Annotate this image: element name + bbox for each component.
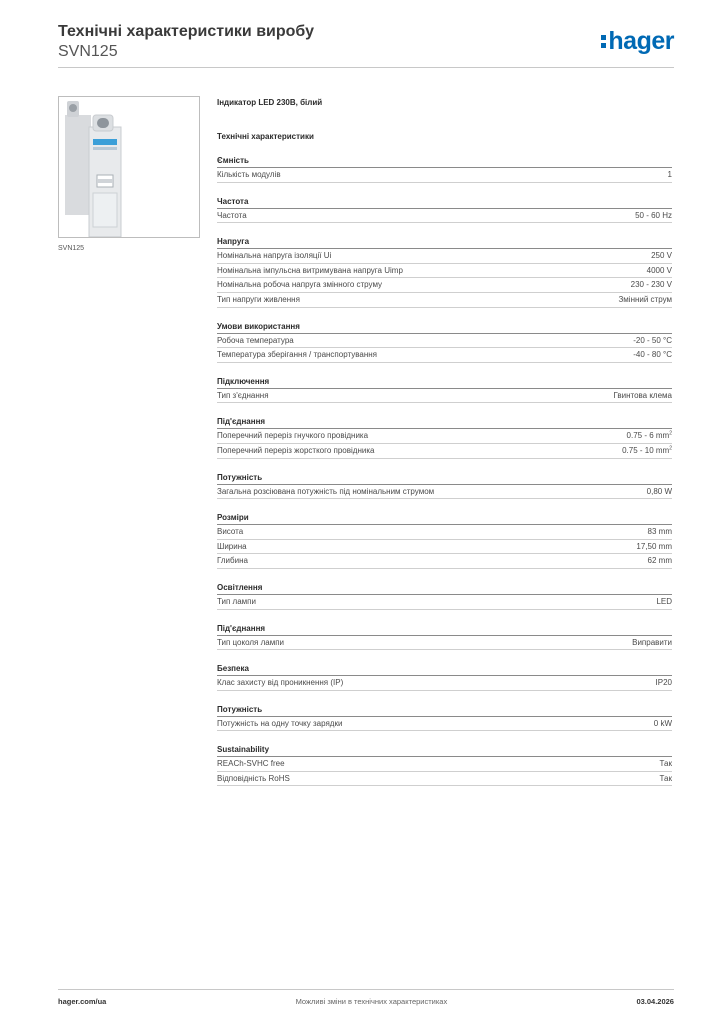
spec-label: Тип з'єднання — [217, 390, 269, 400]
spec-value — [648, 554, 672, 568]
spec-group — [217, 582, 672, 610]
spec-group — [217, 472, 672, 500]
spec-row — [217, 293, 672, 308]
spec-row — [217, 209, 672, 224]
product-image — [58, 96, 200, 238]
spec-label: Номінальна імпульсна витримувана напруга Uimp — [217, 265, 403, 275]
spec-group — [217, 663, 672, 691]
spec-row — [217, 757, 672, 772]
spec-group-title: Напруга — [217, 236, 672, 249]
spec-group-title: Потужність — [217, 704, 672, 717]
spec-group — [217, 704, 672, 732]
spec-label: Клас захисту від проникнення (IP) — [217, 678, 344, 688]
spec-group-title: Розміри — [217, 512, 672, 525]
spec-label: Загальна розсіювана потужність під номінальним струмом — [217, 486, 435, 496]
spec-group — [217, 416, 672, 458]
spec-label: Ширина — [217, 541, 247, 551]
spec-group — [217, 196, 672, 224]
spec-row — [217, 389, 672, 404]
spec-value — [654, 717, 672, 731]
image-caption: SVN125 — [58, 245, 85, 252]
footer-notice: Можливі зміни в технічних характеристиках — [295, 997, 448, 1006]
spec-value-text: 250 V — [651, 251, 672, 261]
spec-row — [217, 540, 672, 555]
spec-label: Номінальна робоча напруга змінного струму — [217, 280, 383, 290]
spec-value-text: 0,80 W — [646, 486, 672, 496]
spec-label: Тип цоколя лампи — [217, 637, 285, 647]
page-title: Технічні характеристики виробу — [58, 23, 314, 40]
spec-groups — [217, 155, 672, 786]
spec-group — [217, 623, 672, 651]
spec-value — [660, 757, 672, 771]
spec-group — [217, 512, 672, 569]
spec-label: Висота — [217, 527, 244, 537]
spec-row — [217, 595, 672, 610]
spec-group-title: Підключення — [217, 376, 672, 389]
spec-row — [217, 554, 672, 569]
spec-value — [631, 278, 672, 292]
spec-label: Глибина — [217, 556, 248, 566]
spec-row — [217, 636, 672, 651]
spec-value-text: 4000 V — [646, 265, 672, 275]
spec-row — [217, 334, 672, 349]
spec-value-text: Виправити — [632, 637, 672, 647]
spec-value-text: -20 - 50 °C — [633, 335, 672, 345]
header-divider — [58, 67, 674, 68]
spec-value — [627, 429, 672, 443]
footer-date: 03.04.2026 — [636, 997, 674, 1006]
din-rail-indicator-image — [59, 97, 199, 237]
spec-value — [648, 525, 672, 539]
spec-value-text: 50 - 60 Hz — [635, 210, 672, 220]
spec-label: Поперечний переріз гнучкого провідника — [217, 431, 369, 441]
spec-row — [217, 429, 672, 444]
spec-value-superscript: 2 — [669, 430, 672, 437]
page-header — [58, 22, 314, 62]
spec-value-text: 0.75 - 10 mm — [622, 445, 670, 455]
spec-row — [217, 264, 672, 279]
product-code: SVN125 — [58, 43, 118, 60]
spec-row — [217, 444, 672, 459]
spec-label: Робоча температура — [217, 335, 294, 345]
spec-value — [656, 676, 672, 690]
spec-group-title: Ємність — [217, 155, 672, 168]
spec-row — [217, 249, 672, 264]
spec-value-text: Так — [659, 759, 672, 769]
spec-label: REACh-SVHC free — [217, 759, 285, 769]
spec-value — [632, 636, 672, 650]
spec-row — [217, 348, 672, 363]
footer-website-link[interactable]: hager.com/ua — [58, 997, 107, 1006]
spec-label: Температура зберігання / транспортування — [217, 350, 378, 360]
spec-value — [622, 444, 672, 458]
spec-group-title: Потужність — [217, 472, 672, 485]
spec-value-text: -40 - 80 °C — [633, 350, 672, 360]
spec-row — [217, 168, 672, 183]
spec-value-superscript: 2 — [669, 445, 672, 452]
spec-label: Потужність на одну точку зарядки — [217, 718, 343, 728]
spec-value-text: Гвинтова клема — [613, 390, 672, 400]
spec-value — [647, 264, 672, 278]
spec-value-text: 17,50 mm — [636, 541, 672, 551]
spec-group-title: Під'єднання — [217, 623, 672, 636]
spec-value — [636, 540, 672, 554]
spec-value-text: 230 - 230 V — [630, 280, 672, 290]
spec-label: Номінальна напруга ізоляції Ui — [217, 251, 332, 261]
spec-row — [217, 772, 672, 787]
spec-group — [217, 744, 672, 786]
spec-value-text: 0.75 - 6 mm — [626, 431, 670, 441]
spec-value — [668, 168, 672, 182]
spec-label: Тип напруги живлення — [217, 294, 300, 304]
page-footer — [58, 997, 674, 1006]
spec-value — [651, 249, 672, 263]
spec-value-text: 83 mm — [647, 527, 672, 537]
spec-group-title: Частота — [217, 196, 672, 209]
specifications-heading: Технічні характеристики — [217, 132, 314, 141]
footer-divider — [58, 989, 674, 990]
spec-label: Відповідність RoHS — [217, 773, 290, 783]
spec-row — [217, 525, 672, 540]
logo-text: hager — [608, 27, 674, 55]
spec-value — [613, 389, 672, 403]
spec-value — [656, 595, 672, 609]
spec-row — [217, 278, 672, 293]
spec-group-title: Умови використання — [217, 321, 672, 334]
spec-group-title: Безпека — [217, 663, 672, 676]
spec-group-title: Під'єднання — [217, 416, 672, 429]
spec-label: Частота — [217, 210, 247, 220]
spec-value — [660, 772, 672, 786]
spec-value — [633, 334, 672, 348]
spec-value-text: Змінний струм — [618, 294, 672, 304]
spec-row — [217, 717, 672, 732]
spec-value — [635, 209, 672, 223]
spec-value-text: IP20 — [655, 678, 672, 688]
spec-label: Тип лампи — [217, 596, 256, 606]
logo-colon-mark — [601, 35, 606, 48]
spec-value-text: Так — [659, 773, 672, 783]
spec-row — [217, 676, 672, 691]
specifications-section — [217, 97, 672, 786]
spec-label: Поперечний переріз жорсткого провідника — [217, 445, 375, 455]
spec-value-text: 62 mm — [647, 556, 672, 566]
spec-label: Кількість модулів — [217, 170, 281, 179]
spec-group — [217, 236, 672, 307]
spec-value-text: LED — [656, 596, 672, 606]
spec-value-text: 1 — [667, 170, 672, 179]
spec-group — [217, 321, 672, 363]
product-name: Індикатор LED 230В, білий — [217, 98, 323, 107]
spec-value-text: 0 kW — [653, 718, 672, 728]
spec-value — [618, 293, 672, 307]
hager-logo — [601, 27, 674, 55]
spec-value — [633, 348, 672, 362]
spec-group — [217, 376, 672, 404]
spec-group-title: Sustainability — [217, 744, 672, 757]
spec-row — [217, 485, 672, 500]
spec-group — [217, 155, 672, 183]
spec-group-title: Освітлення — [217, 582, 672, 595]
spec-value — [647, 485, 672, 499]
